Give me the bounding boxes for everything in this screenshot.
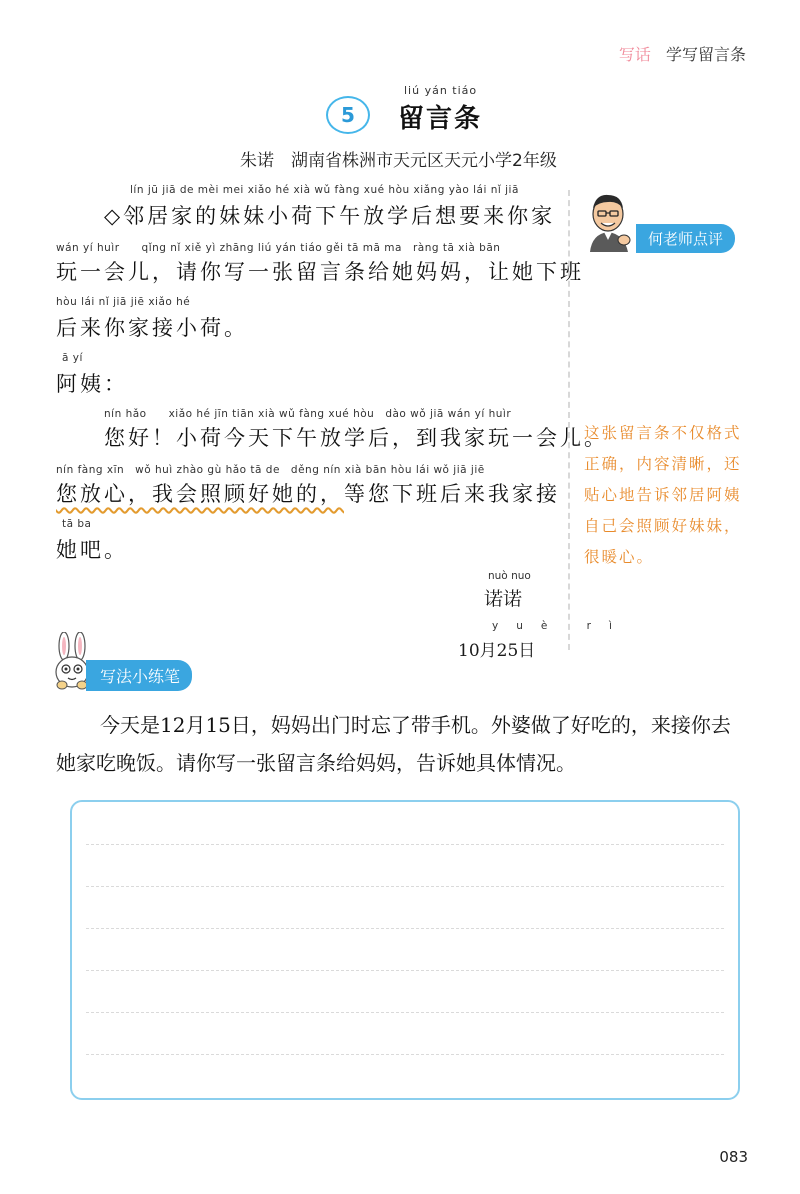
greeting-pinyin: ā yí <box>62 352 83 364</box>
teacher-avatar <box>584 192 634 256</box>
letter-date: 10月25日 <box>458 641 536 661</box>
letter-greeting: 阿姨： <box>56 372 128 396</box>
page-title: 留言条 <box>398 104 483 134</box>
title-pinyin: liú yán tiáo <box>404 84 478 97</box>
letter-signer: 诺诺 <box>484 588 523 610</box>
practice-task: 今天是12月15日，妈妈出门时忘了带手机。外婆做了好吃的，来接你去她家吃晚饭。请你写一张留言条给妈妈，告诉她具体情况。 <box>56 713 731 775</box>
signer-pinyin: nuò nuo <box>488 570 531 582</box>
prompt-line-1: ◇邻居家的妹妹小荷下午放学后想要来你家 <box>104 204 556 228</box>
body-line-2-rest: 等您下班后来我家接 <box>344 482 560 506</box>
prompt-line-3-pinyin: hòu lái nǐ jiā jiē xiǎo hé <box>56 296 191 308</box>
body-line-1: 您好！小荷今天下午放学后，到我家玩一会儿。 <box>104 426 608 450</box>
running-header <box>619 42 746 65</box>
body-line-2 <box>56 478 560 508</box>
header-topic: 学写留言条 <box>665 45 746 64</box>
prompt-line-3: 后来你家接小荷。 <box>56 316 248 340</box>
writing-line <box>86 970 724 971</box>
body-line-3-pinyin: tā ba <box>62 518 92 530</box>
writing-line <box>86 886 724 887</box>
writing-line <box>86 1054 724 1055</box>
prompt-line-2-pinyin: wán yí huìr qǐng nǐ xiě yì zhāng liú yán tiáo gěi tā mā ma ràng tā xià bān <box>56 242 501 254</box>
body-line-2-pinyin: nín fàng xīn wǒ huì zhào gù hǎo tā de děng nín xià bān hòu lái wǒ jiā jiē <box>56 464 485 476</box>
prompt-line-1-pinyin: lín jū jiā de mèi mei xiǎo hé xià wǔ fàng xué hòu xiǎng yào lái nǐ jiā <box>130 184 519 196</box>
body-line-1-pinyin: nín hǎo xiǎo hé jīn tiān xià wǔ fàng xué hòu dào wǒ jiā wán yí huìr <box>104 408 512 420</box>
writing-line <box>86 928 724 929</box>
writing-area[interactable] <box>70 800 740 1100</box>
highlighted-phrase: 您放心，我会照顾好她的， <box>56 482 344 506</box>
writing-line <box>86 1012 724 1013</box>
writing-line <box>86 844 724 845</box>
body-line-3: 她吧。 <box>56 538 128 562</box>
practice-tag: 写法小练笔 <box>86 660 192 691</box>
author-line: 朱诺 湖南省株洲市天元区天元小学2年级 <box>240 151 557 171</box>
date-pinyin: yuè rì <box>492 620 630 632</box>
teacher-comment: 这张留言条不仅格式正确，内容清晰，还贴心地告诉邻居阿姨自己会照顾好妹妹，很暖心。 <box>584 424 742 566</box>
prompt-line-2: 玩一会儿，请你写一张留言条给她妈妈，让她下班 <box>56 260 584 284</box>
teacher-avatar-icon <box>584 192 634 252</box>
header-section: 写话 <box>618 45 651 64</box>
teacher-comment-tag: 何老师点评 <box>636 224 735 253</box>
page-number: 083 <box>719 1148 748 1166</box>
lesson-number-badge: 5 <box>326 96 370 134</box>
